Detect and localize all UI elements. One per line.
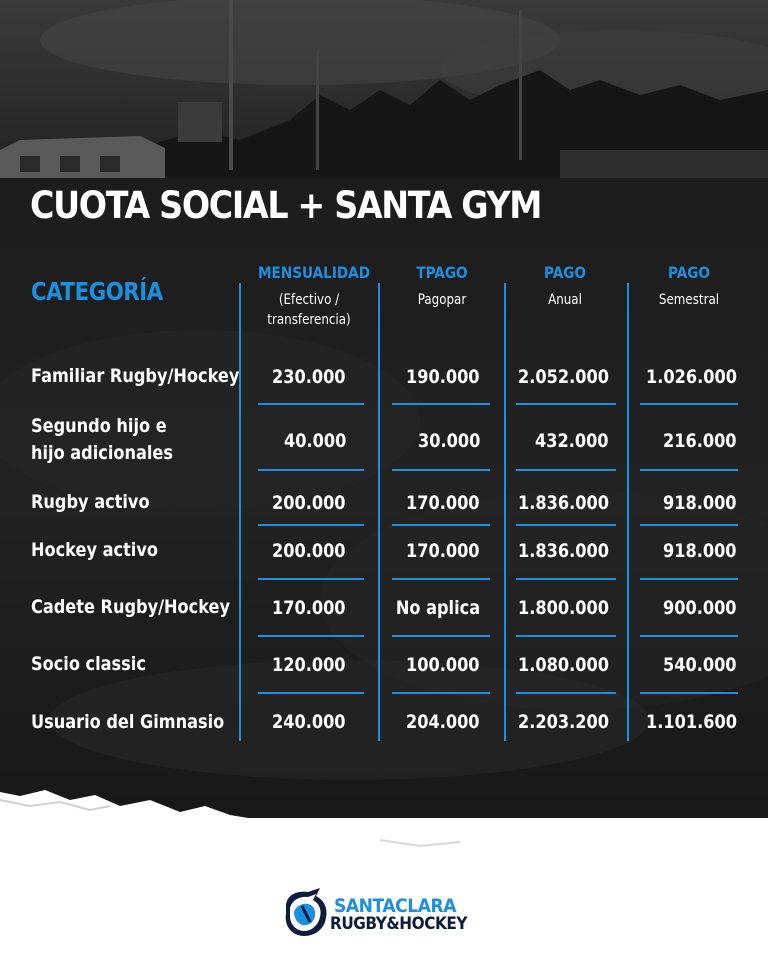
table-cell: 918.000 bbox=[663, 540, 737, 562]
table-cell: 216.000 bbox=[663, 430, 737, 452]
row-divider bbox=[258, 469, 364, 471]
table-cell: 240.000 bbox=[272, 711, 346, 733]
table-cell: No aplica bbox=[395, 597, 480, 619]
row-divider bbox=[516, 635, 616, 637]
row-label-cadete: Cadete Rugby/Hockey bbox=[31, 596, 231, 618]
row-label-rugby-activo: Rugby activo bbox=[31, 491, 150, 513]
table-cell: 170.000 bbox=[406, 492, 480, 514]
table-cell: 2.052.000 bbox=[518, 366, 609, 388]
column-subheading: Semestral bbox=[658, 292, 720, 308]
row-divider bbox=[258, 403, 364, 405]
row-divider bbox=[258, 692, 364, 694]
logo-text-santaclara: SANTACLARA bbox=[334, 895, 457, 917]
column-header-pago-semestral bbox=[629, 262, 749, 310]
table-cell: 1.026.000 bbox=[646, 366, 737, 388]
column-heading: MENSUALIDAD bbox=[258, 263, 370, 282]
table-cell: 1.836.000 bbox=[518, 540, 609, 562]
table-cell: 170.000 bbox=[272, 597, 346, 619]
table-cell: 900.000 bbox=[663, 597, 737, 619]
column-subheading: (Efectivo / transferencia) bbox=[267, 292, 351, 328]
row-divider bbox=[392, 524, 490, 526]
column-divider bbox=[627, 283, 629, 741]
column-divider bbox=[239, 283, 241, 741]
table-cell: 1.836.000 bbox=[518, 492, 609, 514]
page-title: CUOTA SOCIAL + SANTA GYM bbox=[30, 184, 542, 227]
row-divider bbox=[640, 578, 738, 580]
row-label-segundo-hijo: Segundo hijo e hijo adicionales bbox=[31, 415, 173, 464]
table-cell: 1.800.000 bbox=[518, 597, 609, 619]
row-divider bbox=[516, 692, 616, 694]
row-divider bbox=[640, 692, 738, 694]
row-divider bbox=[392, 578, 490, 580]
column-header-pago-anual bbox=[505, 262, 625, 310]
row-divider bbox=[640, 469, 738, 471]
row-divider bbox=[640, 403, 738, 405]
row-divider bbox=[640, 524, 738, 526]
row-divider bbox=[392, 403, 490, 405]
table-cell: 230.000 bbox=[272, 366, 346, 388]
row-divider bbox=[516, 524, 616, 526]
column-subheading: Pagopar bbox=[417, 292, 467, 308]
row-label-familiar: Familiar Rugby/Hockey bbox=[31, 365, 240, 387]
column-header-tpago bbox=[382, 262, 502, 310]
table-cell: 200.000 bbox=[272, 540, 346, 562]
row-divider bbox=[258, 635, 364, 637]
table-cell: 170.000 bbox=[406, 540, 480, 562]
column-subheading: Anual bbox=[548, 292, 582, 308]
table-cell: 30.000 bbox=[417, 430, 480, 452]
row-divider bbox=[258, 524, 364, 526]
row-divider bbox=[516, 469, 616, 471]
column-divider bbox=[378, 283, 380, 741]
table-cell: 120.000 bbox=[272, 654, 346, 676]
rhino-logo-icon bbox=[280, 886, 330, 938]
column-heading: PAGO bbox=[668, 263, 710, 282]
table-cell: 432.000 bbox=[535, 430, 609, 452]
category-header: CATEGORÍA bbox=[31, 277, 163, 306]
column-divider bbox=[504, 283, 506, 741]
row-divider bbox=[516, 578, 616, 580]
row-label-usuario-gimnasio: Usuario del Gimnasio bbox=[31, 711, 225, 733]
row-divider bbox=[516, 403, 616, 405]
table-cell: 1.080.000 bbox=[518, 654, 609, 676]
row-divider bbox=[258, 578, 364, 580]
table-cell: 540.000 bbox=[663, 654, 737, 676]
row-label-socio-classic: Socio classic bbox=[31, 653, 146, 675]
column-header-mensualidad bbox=[249, 262, 369, 330]
club-logo bbox=[280, 886, 490, 938]
row-label-hockey-activo: Hockey activo bbox=[31, 539, 158, 561]
column-heading: TPAGO bbox=[416, 263, 468, 282]
row-divider bbox=[640, 635, 738, 637]
logo-text-rugby-hockey: RUGBY&HOCKEY bbox=[330, 914, 468, 934]
table-cell: 100.000 bbox=[406, 654, 480, 676]
row-divider bbox=[392, 469, 490, 471]
table-cell: 1.101.600 bbox=[646, 711, 737, 733]
table-cell: 40.000 bbox=[283, 430, 346, 452]
table-cell: 190.000 bbox=[406, 366, 480, 388]
table-cell: 918.000 bbox=[663, 492, 737, 514]
table-cell: 204.000 bbox=[406, 711, 480, 733]
row-divider bbox=[392, 635, 490, 637]
column-heading: PAGO bbox=[544, 263, 586, 282]
table-cell: 200.000 bbox=[272, 492, 346, 514]
table-cell: 2.203.200 bbox=[518, 711, 609, 733]
row-divider bbox=[392, 692, 490, 694]
